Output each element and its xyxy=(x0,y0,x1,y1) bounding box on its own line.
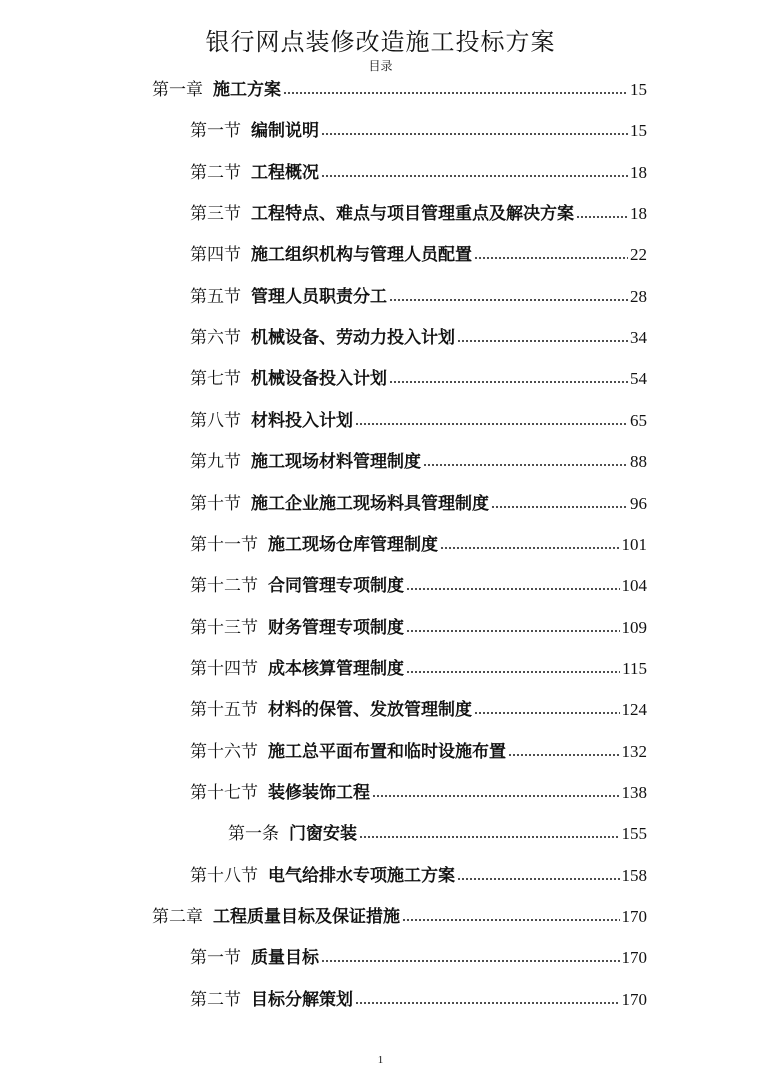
toc-entry-label: 工程特点、难点与项目管理重点及解决方案 xyxy=(251,204,574,225)
toc-entry-number: 第四节 xyxy=(190,245,241,266)
toc-entry-number: 第八节 xyxy=(190,410,241,431)
toc-entry-label: 电气给排水专项施工方案 xyxy=(268,865,455,886)
toc-entry-number: 第二节 xyxy=(190,989,241,1010)
toc-section[interactable] xyxy=(190,283,647,311)
toc-entry-label: 成本核算管理制度 xyxy=(268,658,404,679)
toc-section[interactable] xyxy=(190,531,647,559)
toc-entry-page: 109 xyxy=(621,617,647,637)
toc-entry-page: 115 xyxy=(622,658,647,678)
toc-article[interactable] xyxy=(228,820,647,848)
toc-entry-label: 施工现场材料管理制度 xyxy=(251,452,421,473)
toc-entry-page: 170 xyxy=(621,989,647,1009)
toc-section[interactable] xyxy=(190,944,647,972)
dot-leader xyxy=(440,547,620,549)
dot-leader xyxy=(508,754,620,756)
dot-leader xyxy=(359,836,620,838)
toc-entry-number: 第十一节 xyxy=(190,534,258,555)
toc-section[interactable] xyxy=(190,117,647,145)
toc-entry-number: 第三节 xyxy=(190,204,241,225)
toc-entry-page: 155 xyxy=(621,824,647,844)
toc-entry-label: 目标分解策划 xyxy=(251,989,353,1010)
dot-leader xyxy=(355,1002,620,1004)
toc-entry-page: 158 xyxy=(621,865,647,885)
dot-leader xyxy=(474,257,628,259)
toc-entry-page: 132 xyxy=(621,741,647,761)
toc-heading: 目录 xyxy=(368,59,393,73)
toc-entry-number: 第一章 xyxy=(152,80,203,100)
toc-entry-label: 施工方案 xyxy=(213,80,281,100)
dot-leader xyxy=(321,960,620,962)
dot-leader xyxy=(457,878,620,880)
toc-entry-page: 18 xyxy=(630,162,647,182)
toc-entry-number: 第二章 xyxy=(152,907,203,927)
toc-entry-page: 15 xyxy=(630,80,647,99)
toc-entry-number: 第十节 xyxy=(190,493,241,514)
toc-section[interactable] xyxy=(190,365,647,393)
toc-entry-page: 170 xyxy=(621,948,647,968)
toc-entry-number: 第五节 xyxy=(190,286,241,307)
toc-section[interactable] xyxy=(190,490,647,518)
toc-entry-page: 96 xyxy=(630,493,647,513)
toc-entry-page: 65 xyxy=(630,410,647,430)
dot-leader xyxy=(321,175,628,177)
dot-leader xyxy=(406,671,620,673)
dot-leader xyxy=(491,506,628,508)
toc-section[interactable] xyxy=(190,241,647,269)
toc-entry-page: 104 xyxy=(621,576,647,596)
toc-entry-page: 18 xyxy=(630,204,647,224)
dot-leader xyxy=(402,919,620,921)
toc-entry-number: 第十五节 xyxy=(190,700,258,721)
toc-entry-label: 材料投入计划 xyxy=(251,410,353,431)
toc-entry-label: 编制说明 xyxy=(251,121,319,142)
toc-section[interactable] xyxy=(190,614,647,642)
dot-leader xyxy=(372,795,620,797)
dot-leader xyxy=(406,630,620,632)
toc-section[interactable] xyxy=(190,572,647,600)
toc-entry-label: 合同管理专项制度 xyxy=(268,576,404,597)
toc-entry-label: 材料的保管、发放管理制度 xyxy=(268,700,472,721)
toc-entry-number: 第十三节 xyxy=(190,617,258,638)
toc-entry-number: 第十八节 xyxy=(190,865,258,886)
toc-entry-page: 101 xyxy=(621,534,647,554)
toc-section[interactable] xyxy=(190,407,647,435)
toc-entry-number: 第十四节 xyxy=(190,658,258,679)
toc-section[interactable] xyxy=(190,738,647,766)
toc-entry-page: 88 xyxy=(630,452,647,472)
toc-entry-label: 装修装饰工程 xyxy=(268,782,370,803)
toc-entry-page: 34 xyxy=(630,328,647,348)
toc-section[interactable] xyxy=(190,779,647,807)
toc-entry-label: 工程质量目标及保证措施 xyxy=(213,907,400,927)
toc-section[interactable] xyxy=(190,655,647,683)
toc-entry-label: 管理人员职责分工 xyxy=(251,286,387,307)
toc-section[interactable] xyxy=(190,986,647,1014)
toc-entry-label: 施工现场仓库管理制度 xyxy=(268,534,438,555)
dot-leader xyxy=(406,588,620,590)
toc-entry-number: 第九节 xyxy=(190,452,241,473)
dot-leader xyxy=(474,712,620,714)
toc-section[interactable] xyxy=(190,200,647,228)
toc-entry-page: 54 xyxy=(630,369,647,389)
toc-entry-number: 第十二节 xyxy=(190,576,258,597)
dot-leader xyxy=(389,299,628,301)
toc-entry-number: 第十六节 xyxy=(190,741,258,762)
toc-section[interactable] xyxy=(190,696,647,724)
toc-entry-label: 工程概况 xyxy=(251,162,319,183)
toc-entry-label: 机械设备投入计划 xyxy=(251,369,387,390)
dot-leader xyxy=(576,216,628,218)
toc-entry-page: 124 xyxy=(621,700,647,720)
dot-leader xyxy=(283,92,628,94)
toc-chapter[interactable] xyxy=(152,76,647,104)
dot-leader xyxy=(457,340,628,342)
toc-entry-number: 第十七节 xyxy=(190,782,258,803)
toc-entry-number: 第二节 xyxy=(190,162,241,183)
toc-section[interactable] xyxy=(190,448,647,476)
toc-section[interactable] xyxy=(190,159,647,187)
toc-section[interactable] xyxy=(190,862,647,890)
toc-entry-page: 28 xyxy=(630,286,647,306)
page-number: 1 xyxy=(377,1054,384,1066)
toc-entry-number: 第一节 xyxy=(190,948,241,969)
toc-entry-label: 门窗安装 xyxy=(289,824,357,845)
toc-entry-label: 施工组织机构与管理人员配置 xyxy=(251,245,472,266)
toc-entry-label: 财务管理专项制度 xyxy=(268,617,404,638)
document-title: 银行网点装修改造施工投标方案 xyxy=(205,28,556,56)
toc-entry-label: 机械设备、劳动力投入计划 xyxy=(251,328,455,349)
toc-entry-page: 170 xyxy=(621,907,647,926)
toc-entry-label: 质量目标 xyxy=(251,948,319,969)
toc-entry-label: 施工企业施工现场料具管理制度 xyxy=(251,493,489,514)
toc-entry-page: 138 xyxy=(621,782,647,802)
dot-leader xyxy=(321,133,628,135)
dot-leader xyxy=(423,464,628,466)
toc-entry-page: 22 xyxy=(630,245,647,265)
dot-leader xyxy=(355,423,628,425)
toc-entry-number: 第一条 xyxy=(228,824,279,845)
toc-entry-page: 15 xyxy=(630,121,647,141)
toc-chapter[interactable] xyxy=(152,903,647,931)
toc-entry-label: 施工总平面布置和临时设施布置 xyxy=(268,741,506,762)
toc-entry-number: 第六节 xyxy=(190,328,241,349)
toc-entry-number: 第一节 xyxy=(190,121,241,142)
toc-entry-number: 第七节 xyxy=(190,369,241,390)
dot-leader xyxy=(389,381,628,383)
toc-section[interactable] xyxy=(190,324,647,352)
